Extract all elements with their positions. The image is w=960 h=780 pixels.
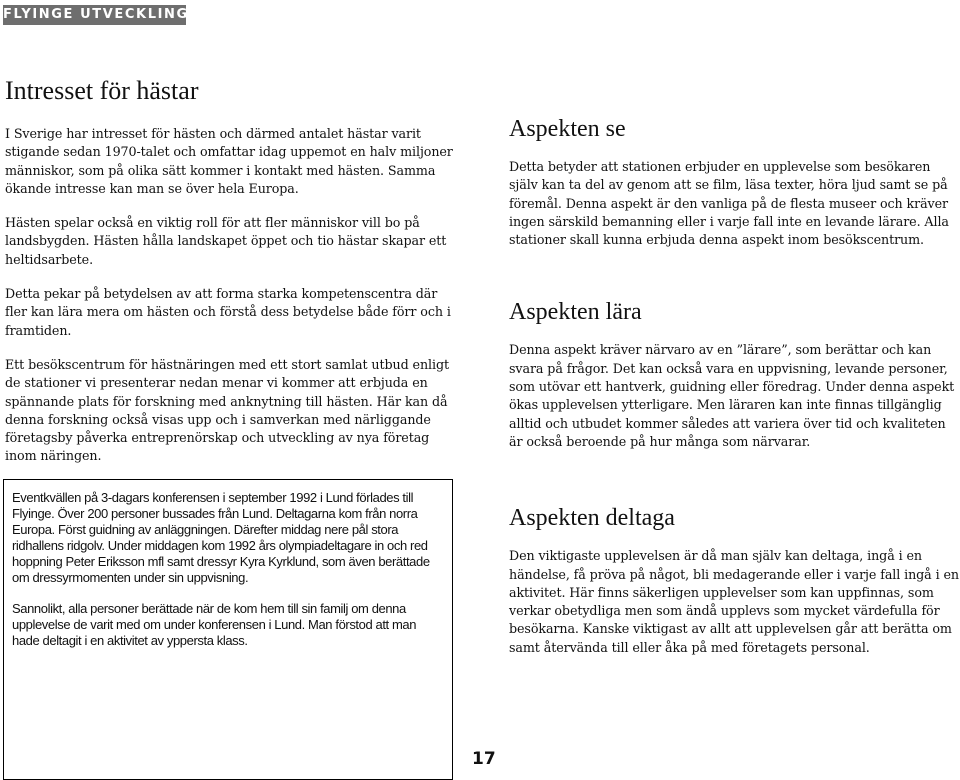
box-paragraph: Eventkvällen på 3-dagars konferensen i september 1992 i Lund förlades till Flyinge. Över 200 personer bussades från Lund. Deltagarna kom från norra Europa. Först guidning av anläggningen. Därefter middag nere pål stora ridhallens ridgolv. Under middagen kom 1992 års olympiadeltagare in och red hoppning Peter Eriksson mfl samt dressyr Kyra Kyrklund, som även berättade om dressyrmomenten under sin uppvisning. xyxy=(12,490,430,586)
body-paragraph: I Sverige har intresset för hästen och därmed antalet hästar varit stigande sedan 1970-talet och omfattar idag uppemot en halv miljoner människor, som på olika sätt kommer i kontakt med hästen. Samma ökande intresse kan man se över hela Europa. xyxy=(5,126,453,196)
section-text: Den viktigaste upplevelsen är då man själv kan deltaga, ingå i en händelse, få pröva på något, bli medagerande eller i varje fall ingå i en aktivitet. Här finns säkerligen upplevelser som kan uppfinnas, som verkar obetydliga men som ändå upplevs som mycket värdefulla för besökarna. Kanske viktigast av allt att upplevelsen går att berätta om samt återvända till eller åka på med företagets personal. xyxy=(509,548,959,655)
section-title: Aspekten se xyxy=(509,116,626,142)
page-title: Intresset för hästar xyxy=(5,76,199,105)
page-number: 17 xyxy=(472,749,496,769)
body-paragraph: Hästen spelar också en viktig roll för att fler människor vill bo på landsbygden. Hästen hålla landskapet öppet och tio hästar skapar ett heltidsarbete. xyxy=(5,215,447,267)
body-paragraph: Ett besökscentrum för hästnäringen med ett stort samlat utbud enligt de stationer vi presenterar nedan menar vi kommer att erbjuda en spännande plats för forskning med anknytning till hästen. Här kan då denna forskning också visas upp och i samverkan med närliggande företagsby påverka entreprenörskap och utveckling av nya företag inom näringen. xyxy=(5,356,449,464)
section-title: Aspekten lära xyxy=(509,299,642,326)
section-text: Denna aspekt kräver närvaro av en ”lärare”, som berättar och kan svara på frågor. Det kan också vara en uppvisning, levande personer, som utövar ett hantverk, guidning eller föredrag. Under denna aspekt ökas upplevelsen ytterligare. Men läraren kan inte finnas tillgänglig alltid och utbudet kommer således att variera över tid och kvaliteten är också beroende på hur många som närvarar. xyxy=(509,342,955,449)
section-deltaga xyxy=(509,503,959,657)
section-lara xyxy=(509,297,959,451)
section-se xyxy=(509,114,959,249)
section-text: Detta betyder att stationen erbjuder en upplevelse som besökaren själv kan ta del av genom att se film, läsa texter, höra ljud samt se på föremål. Denna aspekt är den vanliga på de flesta museer och kräver ingen särskild bemanning eller i varje fall inte en levande lärare. Alla stationer skall kunna erbjuda denna aspekt inom besökscentrum. xyxy=(509,159,949,248)
box-paragraph: Sannolikt, alla personer berättade när de kom hem till sin familj om denna upplevelse de varit med om under konferensen i Lund. Man förstod att man hade deltagit i en aktivitet av yppersta klass. xyxy=(12,600,417,648)
body-paragraph: Detta pekar på betydelsen av att forma starka kompetenscentra där fler kan lära mera om hästen och förstå dess betydelse både förr och i framtiden. xyxy=(5,286,451,338)
section-title: Aspekten deltaga xyxy=(509,505,675,532)
left-column xyxy=(5,75,460,466)
brand-logo: FLYINGE UTVECKLING xyxy=(3,5,186,25)
right-column xyxy=(509,114,959,657)
event-info-box xyxy=(3,479,453,780)
